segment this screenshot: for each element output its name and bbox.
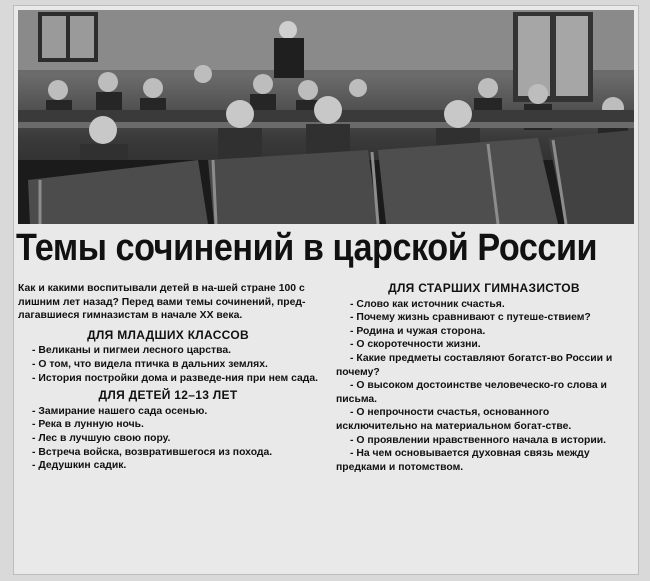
topic-item: - О непрочности счастья, основанного исключительно на материальном богат-стве. <box>336 407 572 432</box>
topic-item: - О том, что видела птичка в дальних землях. <box>32 358 268 370</box>
topic-item: - О скоротечности жизни. <box>350 339 481 351</box>
topic-item: - Дедушкин садик. <box>32 460 127 472</box>
topic-item: - Река в лунную ночь. <box>32 419 144 431</box>
section-title-senior: ДЛЯ СТАРШИХ ГИМНАЗИСТОВ <box>388 281 580 295</box>
article-intro: Как и какими воспитывали детей в на-шей стране 100 с лишним лет назад? Перед вами темы сочинений, пред-лагавшиеся гимназистам в начале XX века. <box>18 283 306 322</box>
topic-item: - О проявлении нравственного начала в истории. <box>350 434 607 446</box>
topic-item: - Великаны и пигмеи лесного царства. <box>32 345 231 357</box>
topic-item: - История постройки дома и разведе-ния при нем сада. <box>32 372 319 384</box>
section-title-junior: ДЛЯ МЛАДШИХ КЛАССОВ <box>87 327 249 342</box>
newspaper-clipping <box>14 6 638 574</box>
article-headline: Темы сочинений в царской России <box>16 227 598 269</box>
topic-item: - О высоком достоинстве человеческо-го слова и письма. <box>336 380 607 405</box>
topic-item: - На чем основывается духовная связь между предками и потомством. <box>336 448 590 473</box>
section-title-age-12-13: ДЛЯ ДЕТЕЙ 12–13 ЛЕТ <box>98 388 238 403</box>
right-column <box>336 282 632 474</box>
classroom-photo-illustration <box>18 10 634 224</box>
classroom-photo <box>18 10 634 224</box>
topic-item: - Слово как источник счастья. <box>350 298 505 310</box>
topic-item: - Родина и чужая сторона. <box>350 325 486 337</box>
topic-item: - Почему жизнь сравнивают с путеше-ствием? <box>350 312 591 324</box>
topic-item: - Встреча войска, возвратившегося из похода. <box>32 446 273 458</box>
topic-item: - Лес в лучшую свою пору. <box>32 432 171 444</box>
left-column <box>18 282 318 473</box>
topic-item: - Замирание нашего сада осенью. <box>32 405 208 417</box>
topic-item: - Какие предметы составляют богатст-во России и почему? <box>336 352 613 378</box>
